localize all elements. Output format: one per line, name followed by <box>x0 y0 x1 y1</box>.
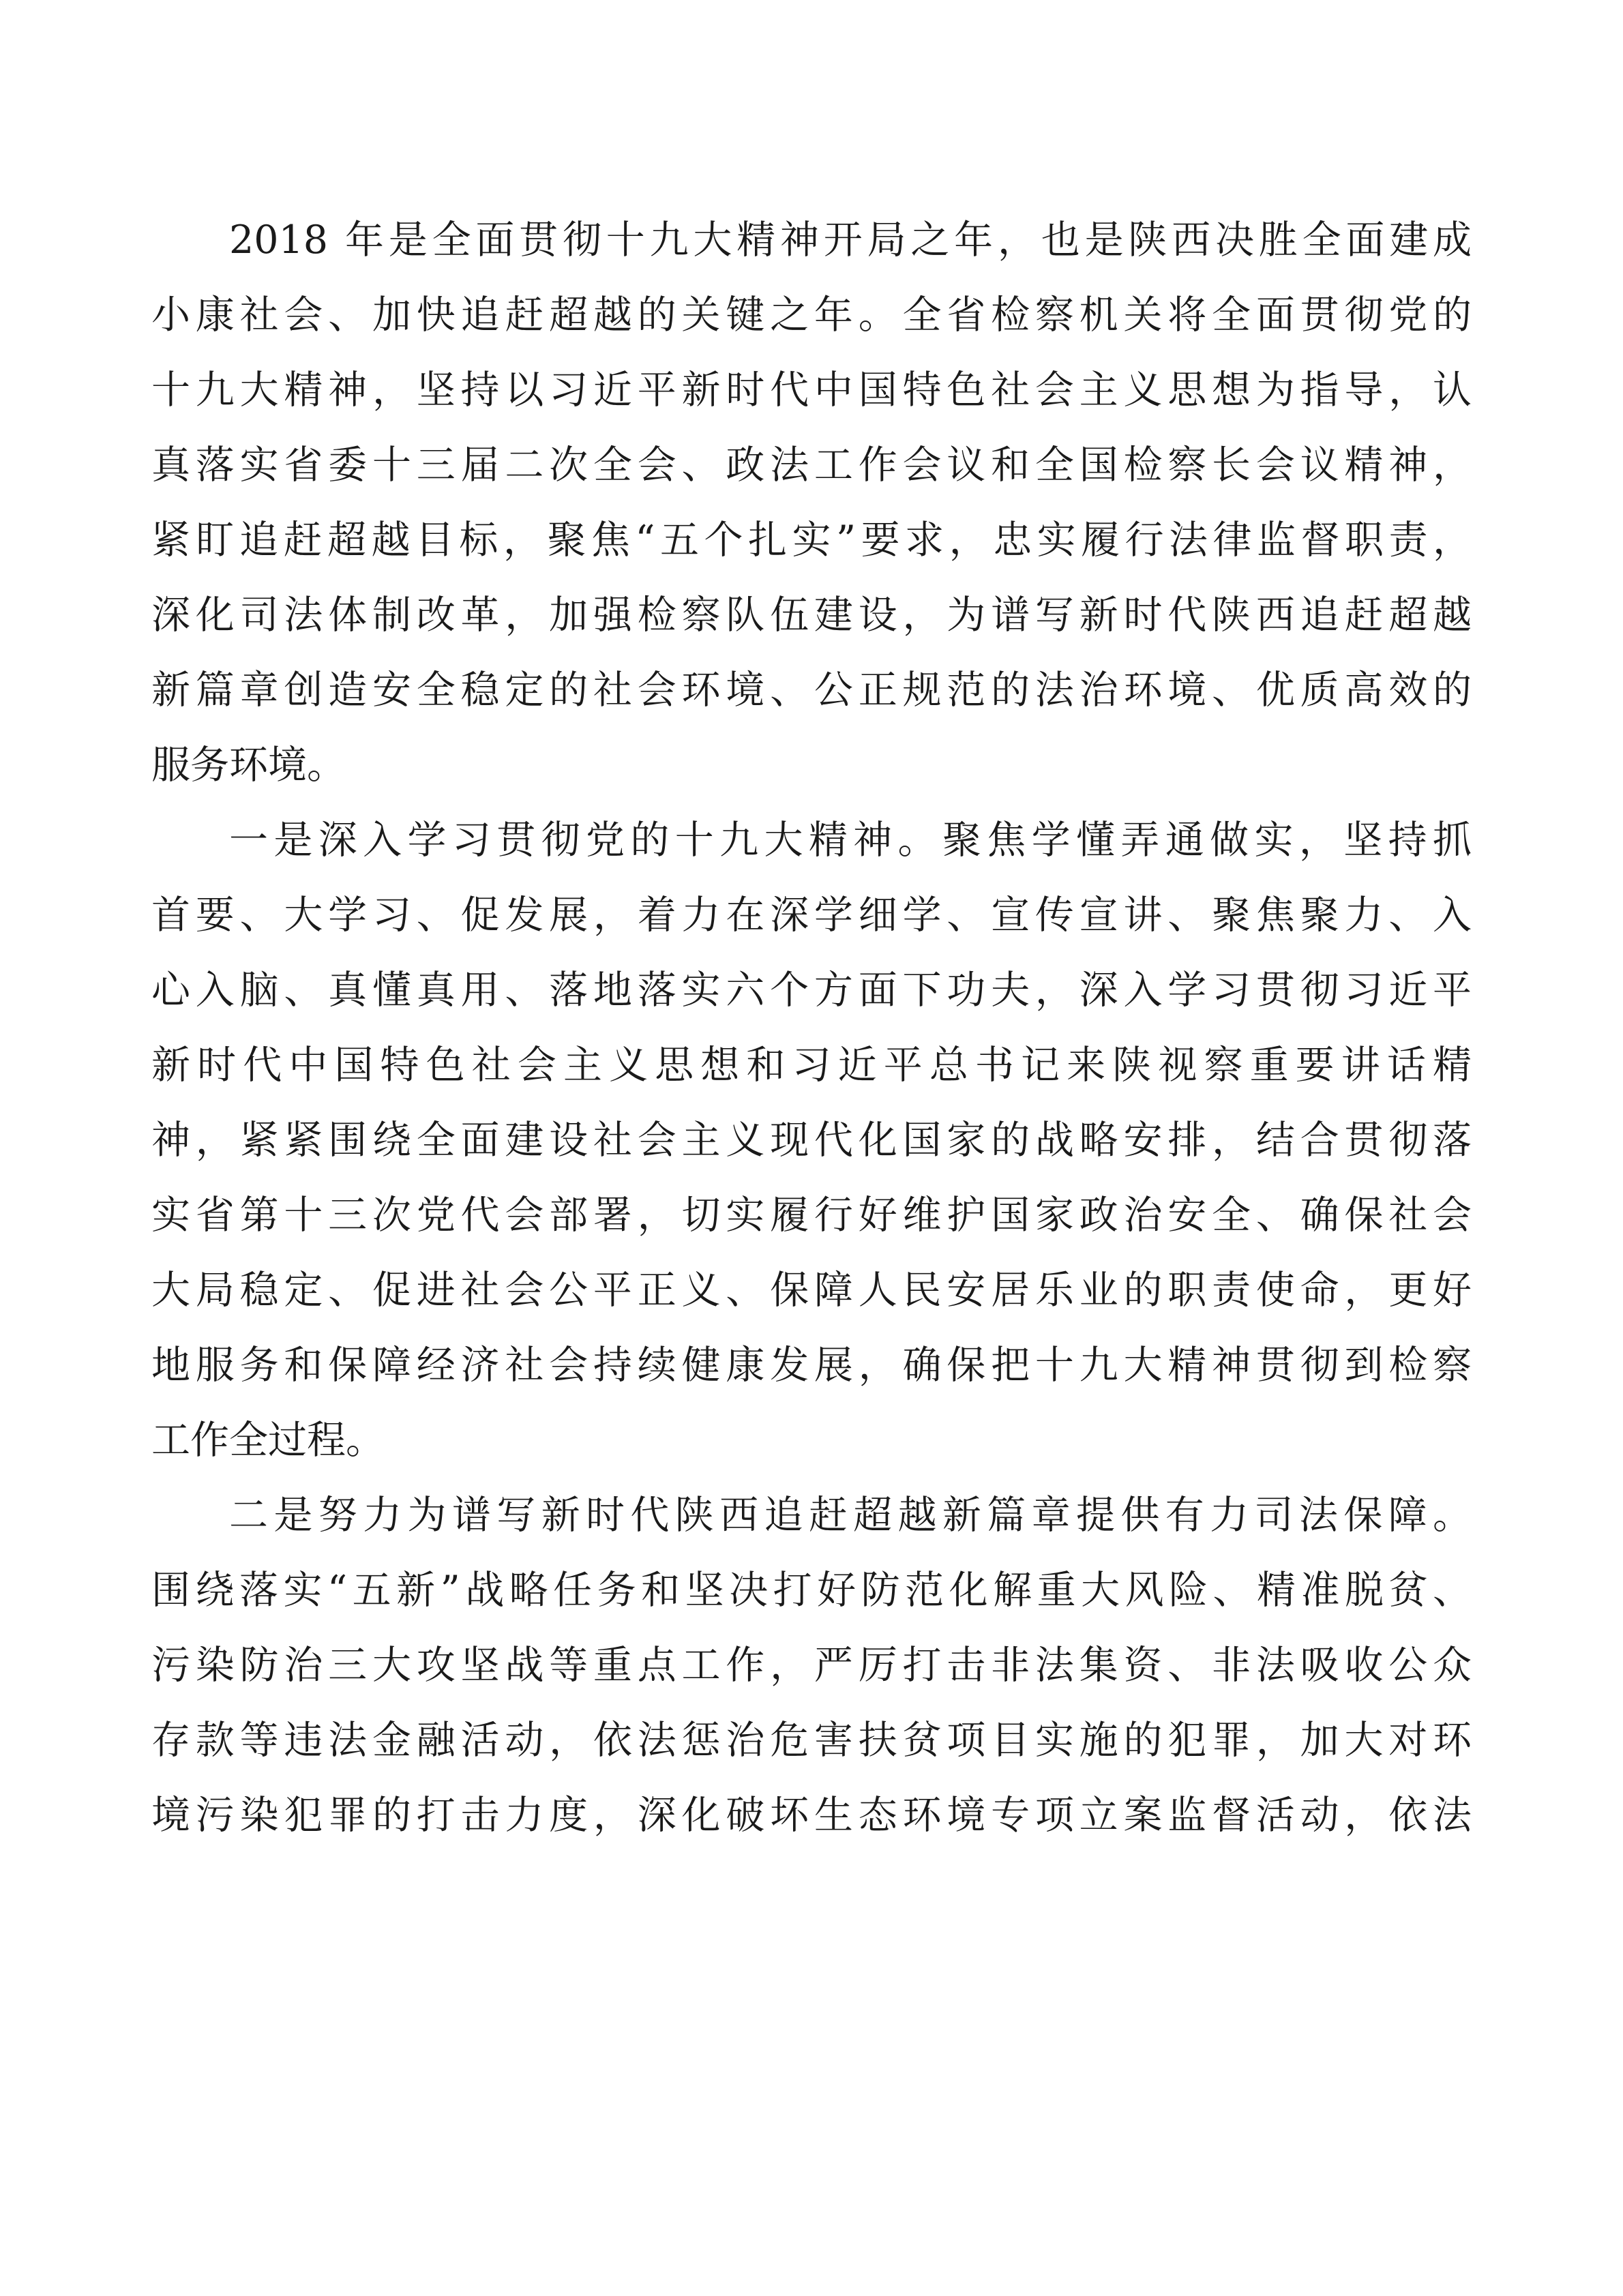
paragraph-2-line-5: 神，紧紧围绕全面建设社会主义现代化国家的战略安排，结合贯彻落 <box>151 1118 1472 1163</box>
paragraph-3-line-5: 境污染犯罪的打击力度，深化破坏生态环境专项立案监督活动，依法 <box>151 1793 1472 1838</box>
paragraph-2-line-9: 工作全过程。 <box>151 1418 385 1463</box>
paragraph-1-line-2: 小康社会、加快追赶超越的关键之年。全省检察机关将全面贯彻党的 <box>151 293 1472 338</box>
paragraph-2-line-7: 大局稳定、促进社会公平正义、保障人民安居乐业的职责使命，更好 <box>151 1268 1472 1313</box>
paragraph-3-line-4: 存款等违法金融活动，依法惩治危害扶贫项目实施的犯罪，加大对环 <box>151 1718 1472 1763</box>
paragraph-1-line-6: 深化司法体制改革，加强检察队伍建设，为谱写新时代陕西追赶超越 <box>151 593 1472 638</box>
paragraph-2-line-2: 首要、大学习、促发展，着力在深学细学、宣传宣讲、聚焦聚力、入 <box>151 893 1472 938</box>
paragraph-2-line-8: 地服务和保障经济社会持续健康发展，确保把十九大精神贯彻到检察 <box>151 1343 1472 1388</box>
paragraph-2-line-3: 心入脑、真懂真用、落地落实六个方面下功夫，深入学习贯彻习近平 <box>151 968 1472 1013</box>
paragraph-1-line-4: 真落实省委十三届二次全会、政法工作会议和全国检察长会议精神， <box>151 443 1472 488</box>
paragraph-1-line-3: 十九大精神，坚持以习近平新时代中国特色社会主义思想为指导，认 <box>151 368 1472 413</box>
paragraph-1-line-7: 新篇章创造安全稳定的社会环境、公正规范的法治环境、优质高效的 <box>151 668 1472 713</box>
paragraph-1-line-5: 紧盯追赶超越目标，聚焦“五个扎实”要求，忠实履行法律监督职责， <box>151 518 1472 563</box>
paragraph-3-line-3: 污染防治三大攻坚战等重点工作，严厉打击非法集资、非法吸收公众 <box>151 1643 1472 1688</box>
paragraph-2-line-4: 新时代中国特色社会主义思想和习近平总书记来陕视察重要讲话精 <box>151 1043 1472 1088</box>
paragraph-1-line-8: 服务环境。 <box>151 743 346 788</box>
paragraph-1-line-1: 2018 年是全面贯彻十九大精神开局之年，也是陕西决胜全面建成 <box>229 218 1472 263</box>
paragraph-3-line-1: 二是努力为谱写新时代陕西追赶超越新篇章提供有力司法保障。 <box>229 1493 1472 1538</box>
paragraph-2-line-1: 一是深入学习贯彻党的十九大精神。聚焦学懂弄通做实，坚持抓 <box>229 818 1472 863</box>
paragraph-2-line-6: 实省第十三次党代会部署，切实履行好维护国家政治安全、确保社会 <box>151 1193 1472 1238</box>
paragraph-3-line-2: 围绕落实“五新”战略任务和坚决打好防范化解重大风险、精准脱贫、 <box>151 1568 1472 1613</box>
